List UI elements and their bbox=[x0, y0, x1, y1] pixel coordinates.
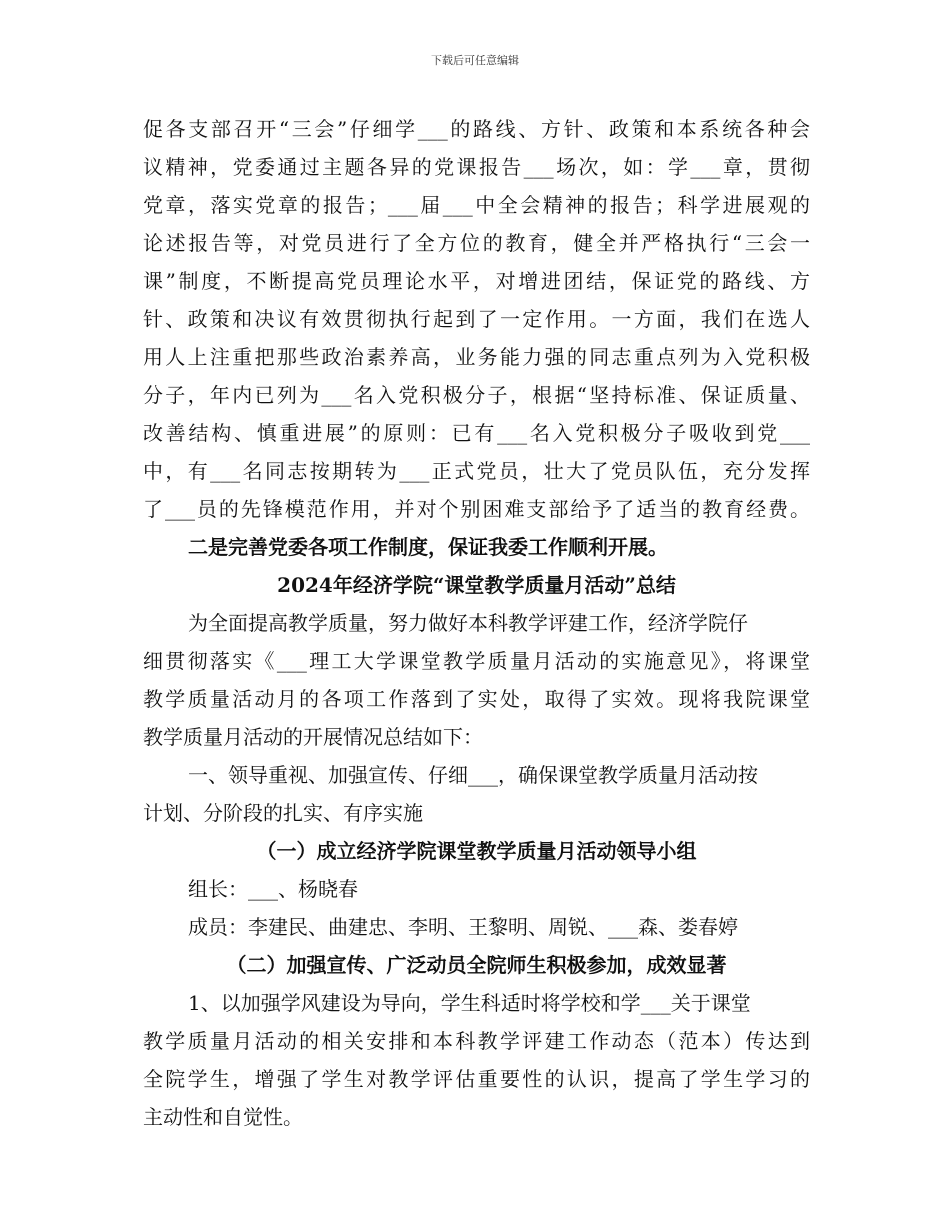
paragraph-line: 教学质量活动月的各项工作落到了实处，取得了实效。现将我院课堂 bbox=[143, 687, 810, 711]
paragraph-line: 分子，年内已列为___名入党积极分子，根据“坚持标准、保证质量、 bbox=[143, 383, 810, 407]
paragraph-line: 课”制度，不断提高党员理论水平，对增进团结，保证党的路线、方 bbox=[143, 269, 810, 293]
paragraph-line: 主动性和自觉性。 bbox=[143, 1105, 303, 1129]
subsection-heading: （二）加强宣传、广泛动员全院师生积极参加，成效显著 bbox=[226, 953, 727, 977]
paragraph-line: 用人上注重把那些政治素养高，业务能力强的同志重点列为入党积极 bbox=[143, 345, 810, 369]
paragraph-line: 改善结构、慎重进展”的原则：已有___名入党积极分子吸收到党___ bbox=[143, 421, 810, 445]
paragraph-line: 针、政策和决议有效贯彻执行起到了一定作用。一方面，我们在选人 bbox=[143, 307, 810, 331]
document-body bbox=[143, 110, 810, 1136]
paragraph-line: 全院学生，增强了学生对教学评估重要性的认识，提高了学生学习的 bbox=[143, 1067, 810, 1091]
group-leader-line: 组长：___、杨晓春 bbox=[188, 877, 358, 901]
group-members-line: 成员：李建民、曲建忠、李明、王黎明、周锐、___森、娄春婷 bbox=[188, 915, 738, 939]
subsection-heading: （一）成立经济学院课堂教学质量月活动领导小组 bbox=[256, 839, 697, 863]
paragraph-line: 细贯彻落实《___理工大学课堂教学质量月活动的实施意见》，将课堂 bbox=[143, 649, 810, 673]
paragraph-line: 为全面提高教学质量，努力做好本科教学评建工作，经济学院仔 bbox=[188, 611, 748, 635]
paragraph-line: 计划、分阶段的扎实、有序实施 bbox=[143, 801, 423, 825]
section-heading: 二是完善党委各项工作制度，保证我委工作顺利开展。 bbox=[188, 535, 668, 559]
page-header: 下载后可任意编辑 bbox=[431, 54, 519, 67]
paragraph-line: 中，有___名同志按期转为___正式党员，壮大了党员队伍，充分发挥 bbox=[143, 459, 810, 483]
paragraph-line: 论述报告等，对党员进行了全方位的教育，健全并严格执行“三会一 bbox=[143, 231, 810, 255]
paragraph-line: 一、领导重视、加强宣传、仔细___，确保课堂教学质量月活动按 bbox=[188, 763, 758, 787]
paragraph-line: 议精神，党委通过主题各异的党课报告___场次，如：学___章，贯彻 bbox=[143, 155, 810, 179]
paragraph-line: 教学质量月活动的相关安排和本科教学评建工作动态（范本）传达到 bbox=[143, 1029, 810, 1053]
paragraph-line: 党章，落实党章的报告；___届___中全会精神的报告；科学进展观的 bbox=[143, 193, 810, 217]
paragraph-line: 促各支部召开“三会”仔细学___的路线、方针、政策和本系统各种会 bbox=[143, 117, 810, 141]
paragraph-line: 教学质量月活动的开展情况总结如下： bbox=[143, 725, 483, 749]
paragraph-line: 了___员的先锋模范作用，并对个别困难支部给予了适当的教育经费。 bbox=[143, 497, 810, 521]
document-title: 2024年经济学院“课堂教学质量月活动”总结 bbox=[277, 573, 676, 597]
paragraph-line: 1、以加强学风建设为导向，学生科适时将学校和学___关于课堂 bbox=[188, 991, 751, 1015]
